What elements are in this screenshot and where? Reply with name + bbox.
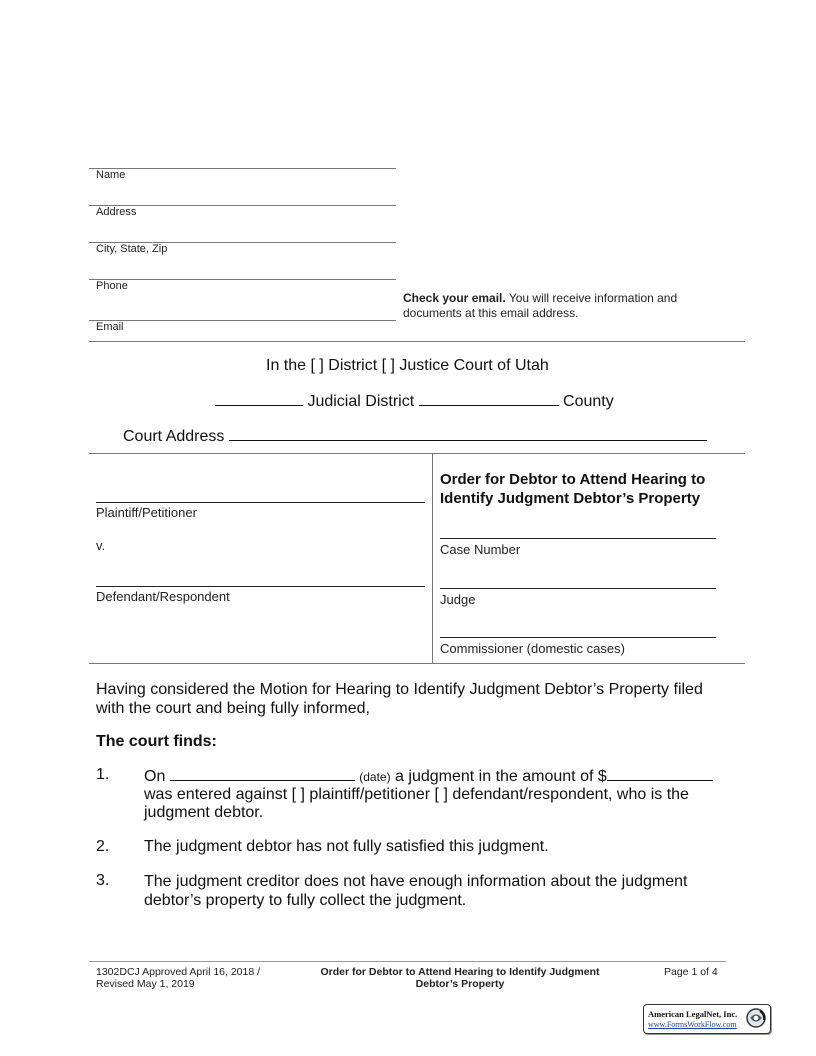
- header-divider: [89, 341, 745, 342]
- case-number-label: Case Number: [440, 542, 521, 557]
- finding-3-line2: debtor’s property to fully collect the judgment.: [144, 892, 467, 909]
- filer-top-line: [89, 168, 396, 169]
- finding-1-on: On: [144, 768, 166, 785]
- caption-bottom-line: [89, 663, 745, 664]
- caption-top-line: [89, 453, 745, 454]
- address-label: Address: [96, 206, 137, 218]
- finding-1-amount-text: a judgment in the amount of $: [390, 768, 607, 785]
- phone-label: Phone: [96, 280, 128, 292]
- district-number-blank[interactable]: [215, 391, 303, 406]
- finding-3-line1: The judgment creditor does not have enough information about the judgment: [144, 873, 688, 890]
- email-label: Email: [96, 321, 124, 333]
- judicial-district-label: Judicial District: [307, 393, 415, 410]
- footer-form-id-line2: Revised May 1, 2019: [96, 978, 195, 990]
- finding-2-number: 2.: [96, 838, 110, 855]
- judgment-date-blank[interactable]: [170, 766, 355, 781]
- plaintiff-line[interactable]: [96, 502, 425, 503]
- court-address-blank[interactable]: [229, 426, 707, 441]
- judge-label: Judge: [440, 592, 476, 607]
- logo-company-name: American LegalNet, Inc.: [648, 1009, 738, 1019]
- city-line: [89, 279, 396, 280]
- finding-1-line3: judgment debtor.: [144, 804, 264, 821]
- court-address-label: Court Address: [123, 428, 225, 445]
- city-state-zip-label: City, State, Zip: [96, 243, 168, 255]
- judge-line[interactable]: [440, 588, 716, 589]
- case-number-line[interactable]: [440, 538, 716, 539]
- date-hint: (date): [359, 770, 391, 784]
- footer-form-id: [96, 966, 260, 990]
- phone-line: [89, 320, 396, 321]
- email-note: [403, 291, 677, 321]
- document-title-line2: Identify Judgment Debtor’s Property: [440, 490, 701, 507]
- county-blank[interactable]: [419, 391, 559, 406]
- versus-text: v.: [96, 538, 106, 553]
- finding-3-text: [144, 872, 687, 910]
- commissioner-label: Commissioner (domestic cases): [440, 641, 625, 656]
- finding-3-number: 3.: [96, 872, 110, 889]
- footer-title: [300, 966, 620, 990]
- email-note-bold: Check your email.: [403, 291, 506, 305]
- findings-heading: The court finds:: [96, 733, 217, 750]
- finding-1-continuation: [144, 786, 689, 822]
- plaintiff-label: Plaintiff/Petitioner: [96, 505, 197, 520]
- court-address-line: [123, 426, 707, 446]
- footer-title-line1: Order for Debtor to Attend Hearing to Identify Judgment: [320, 966, 600, 978]
- finding-1-number: 1.: [96, 766, 110, 783]
- court-line: In the [ ] District [ ] Justice Court of Utah: [266, 357, 549, 374]
- commissioner-line[interactable]: [440, 637, 716, 638]
- document-title-line1: Order for Debtor to Attend Hearing to: [440, 471, 706, 488]
- judgment-amount-blank[interactable]: [607, 766, 713, 781]
- caption-divider: [432, 453, 433, 663]
- footer-title-line2: Debtor’s Property: [415, 978, 505, 990]
- page-number: Page 1 of 4: [664, 966, 718, 978]
- defendant-line[interactable]: [96, 586, 425, 587]
- intro-line1: Having considered the Motion for Hearing to Identify Judgment Debtor’s Property filed: [96, 681, 703, 698]
- name-label: Name: [96, 169, 126, 181]
- finding-1-line1: [144, 766, 713, 786]
- county-label: County: [563, 393, 614, 410]
- footer-form-id-line1: 1302DCJ Approved April 16, 2018 /: [96, 966, 261, 978]
- american-legalnet-logo[interactable]: [643, 1004, 771, 1034]
- email-note-line1: You will receive information and: [505, 291, 678, 305]
- finding-2-text: The judgment debtor has not fully satisfied this judgment.: [144, 838, 549, 855]
- intro-line2: with the court and being fully informed,: [96, 700, 370, 717]
- defendant-label: Defendant/Respondent: [96, 589, 230, 604]
- intro-paragraph: [96, 680, 703, 718]
- finding-1-line2: was entered against [ ] plaintiff/petitioner [ ] defendant/respondent, who is the: [144, 786, 689, 803]
- document-title: [440, 470, 705, 508]
- district-county-line: [215, 391, 614, 411]
- globe-icon: [745, 1007, 767, 1029]
- email-note-line2: documents at this email address.: [403, 306, 579, 320]
- footer-divider: [89, 961, 726, 962]
- logo-url[interactable]: www.FormsWorkFlow.com: [648, 1020, 737, 1029]
